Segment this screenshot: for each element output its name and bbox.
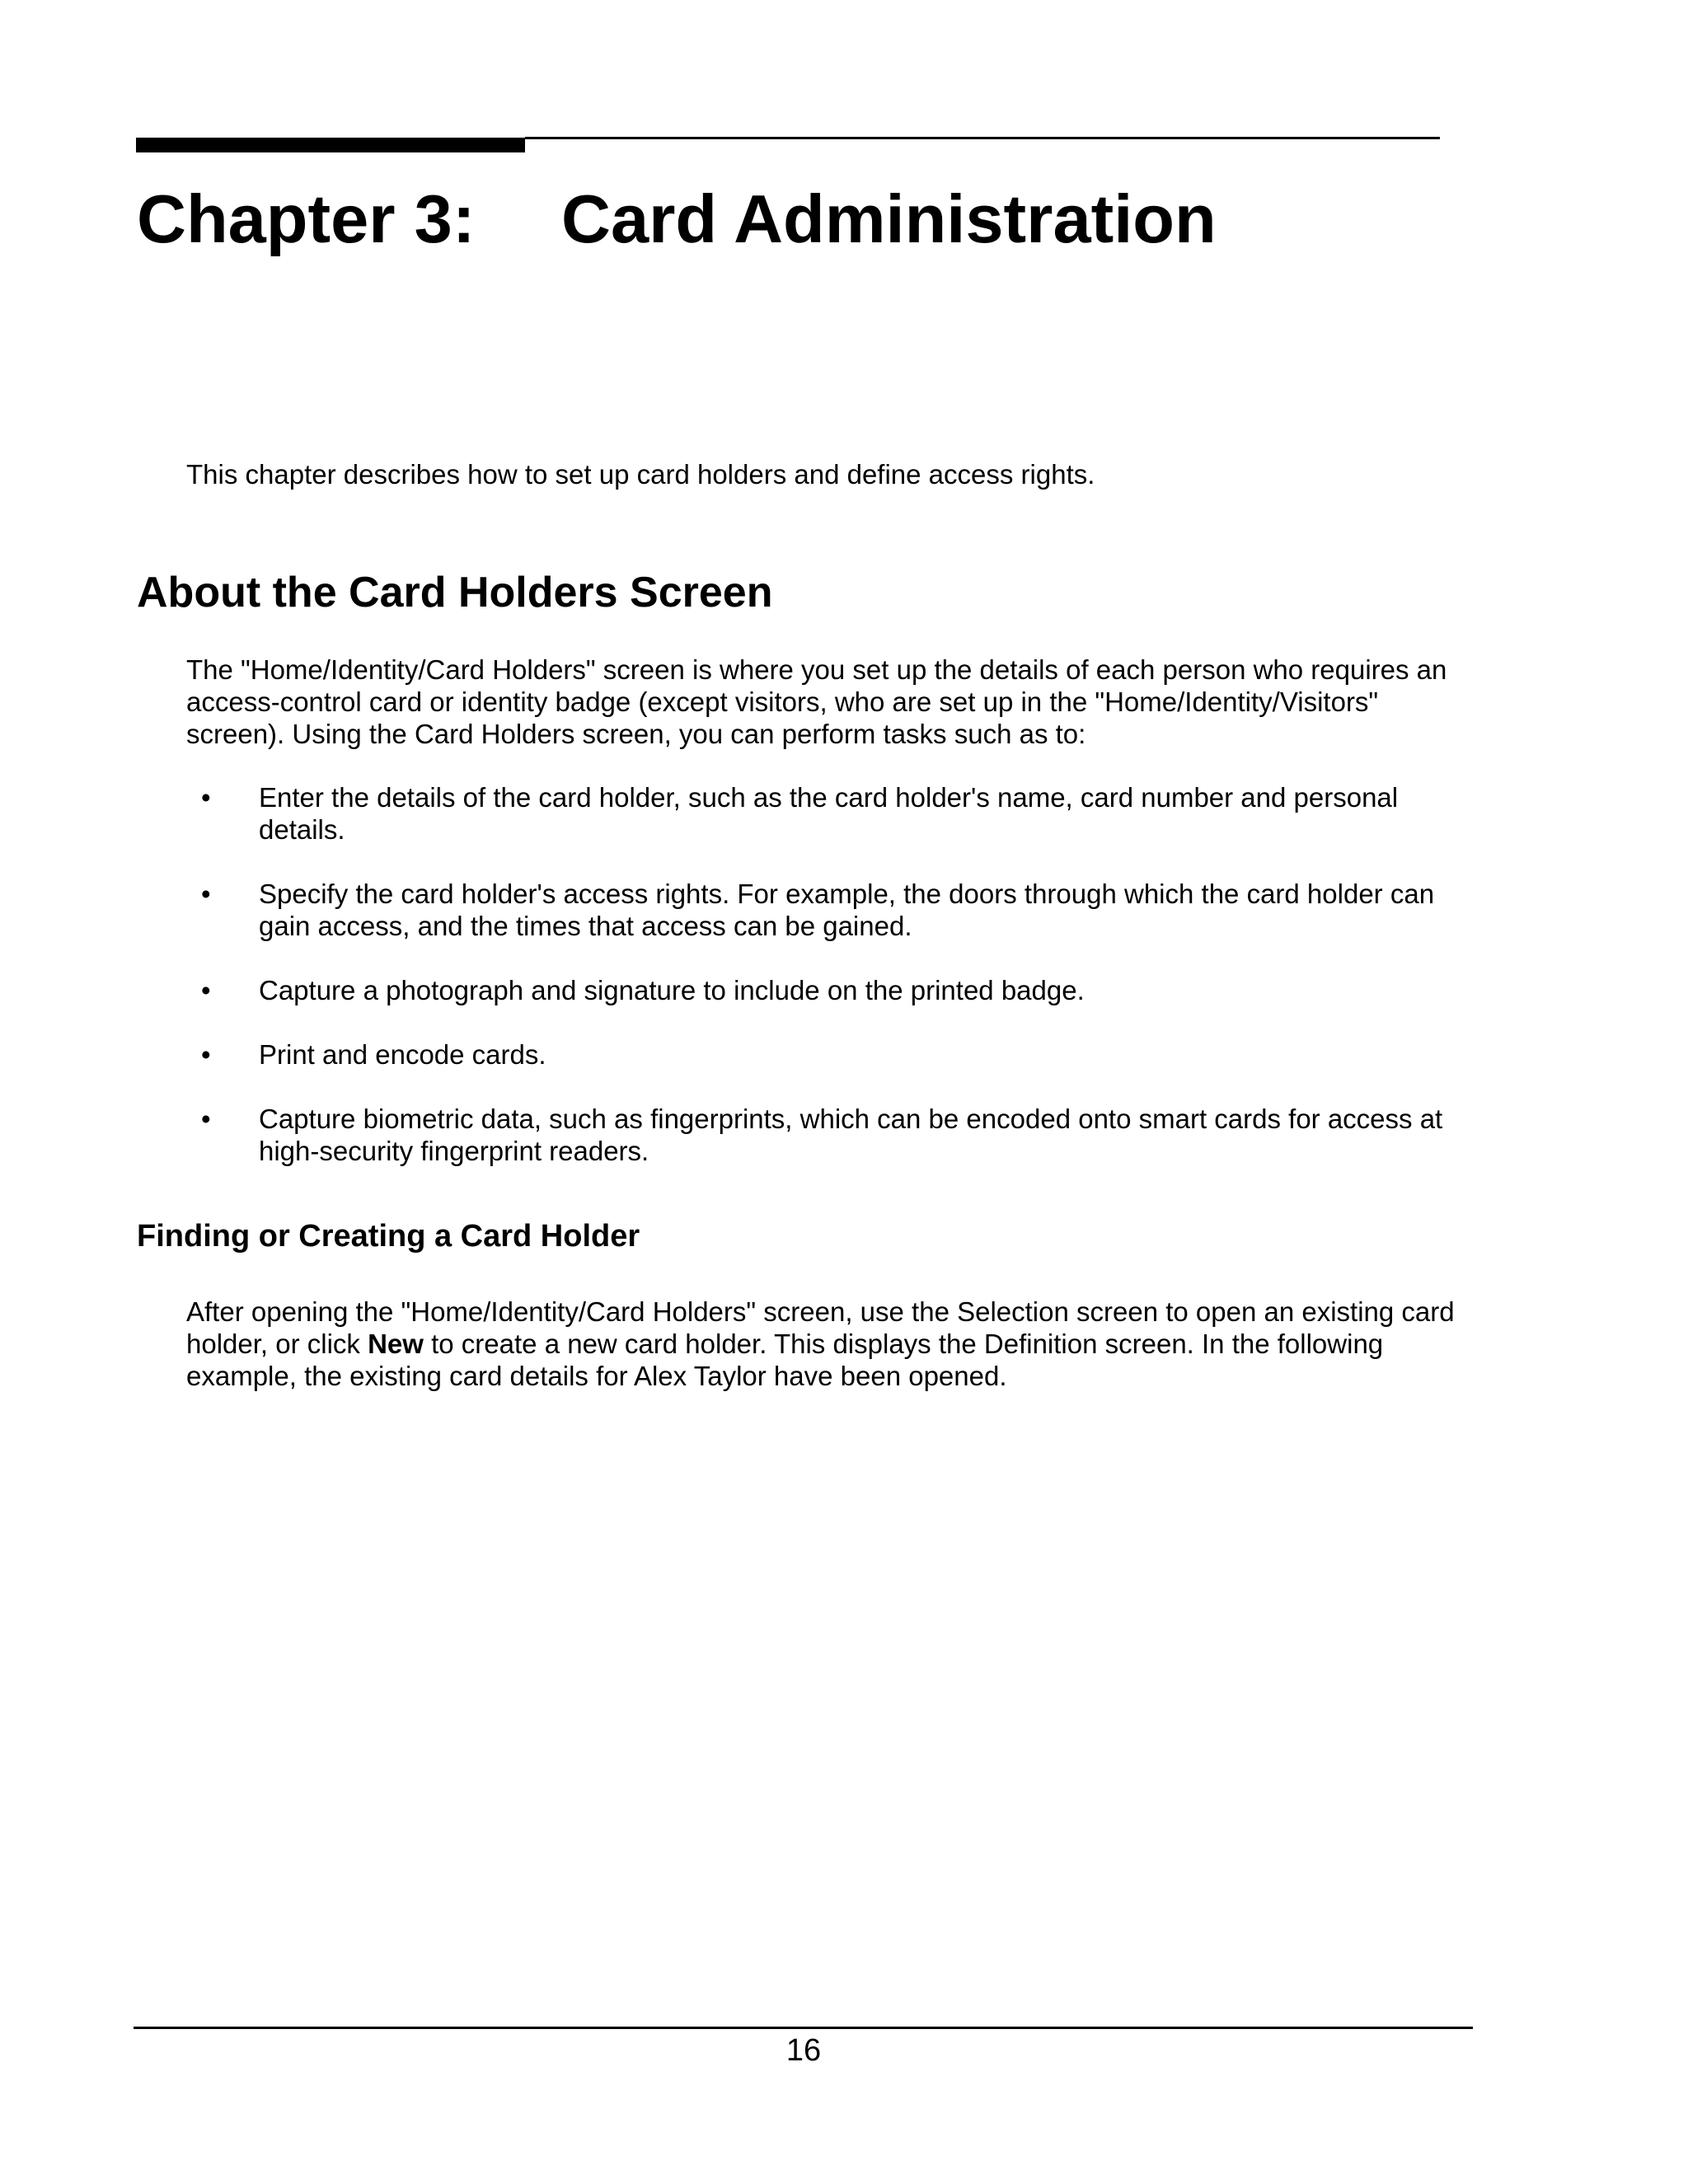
bullet-icon: • xyxy=(201,879,211,909)
finding-text-before: After opening the "Home/Identity/Card Holders" screen, use the Selection screen to open an existing card holder, or click xyxy=(186,1296,1455,1359)
list-item-text: Capture biometric data, such as fingerprints, which can be encoded onto smart cards for access at high-security fingerprint readers. xyxy=(259,1104,1443,1166)
bullet-icon: • xyxy=(201,1104,211,1134)
chapter-name: Card Administration xyxy=(561,180,1217,257)
bullet-icon: • xyxy=(201,782,211,813)
header-rule-thick xyxy=(136,138,525,152)
chapter-title xyxy=(137,181,1217,256)
new-keyword: New xyxy=(368,1329,424,1359)
list-item xyxy=(186,878,1480,942)
list-item-text: Capture a photograph and signature to include on the printed badge. xyxy=(259,975,1085,1005)
list-item xyxy=(186,974,1480,1006)
intro-paragraph: This chapter describes how to set up card holders and define access rights. xyxy=(186,459,1095,490)
list-item xyxy=(186,1038,1480,1071)
list-item-text: Print and encode cards. xyxy=(259,1039,546,1070)
section-heading-about: About the Card Holders Screen xyxy=(137,569,773,616)
section-heading-finding: Finding or Creating a Card Holder xyxy=(137,1219,640,1254)
task-bullet-list xyxy=(186,781,1480,1199)
list-item xyxy=(186,1103,1480,1167)
page-number: 16 xyxy=(785,2033,822,2068)
chapter-number: Chapter 3: xyxy=(137,180,476,257)
header-rule-thin xyxy=(525,137,1440,139)
list-item xyxy=(186,781,1480,846)
about-paragraph: The "Home/Identity/Card Holders" screen is where you set up the details of each person who requires an access-control card or identity badge (except visitors, who are set up in the "Home/Identity/Visitors" screen). Using the Card Holders screen, you can perform tasks such as to: xyxy=(186,654,1447,749)
finding-text-after: to create a new card holder. This displays the Definition screen. In the following example, the existing card details for Alex Taylor have been opened. xyxy=(186,1329,1384,1391)
bullet-icon: • xyxy=(201,1039,211,1070)
list-item-text: Enter the details of the card holder, such as the card holder's name, card number and personal details. xyxy=(259,782,1399,845)
list-item-text: Specify the card holder's access rights. For example, the doors through which the card holder can gain access, and the times that access can be gained. xyxy=(259,879,1435,941)
finding-paragraph xyxy=(186,1296,1472,1392)
bullet-icon: • xyxy=(201,975,211,1005)
